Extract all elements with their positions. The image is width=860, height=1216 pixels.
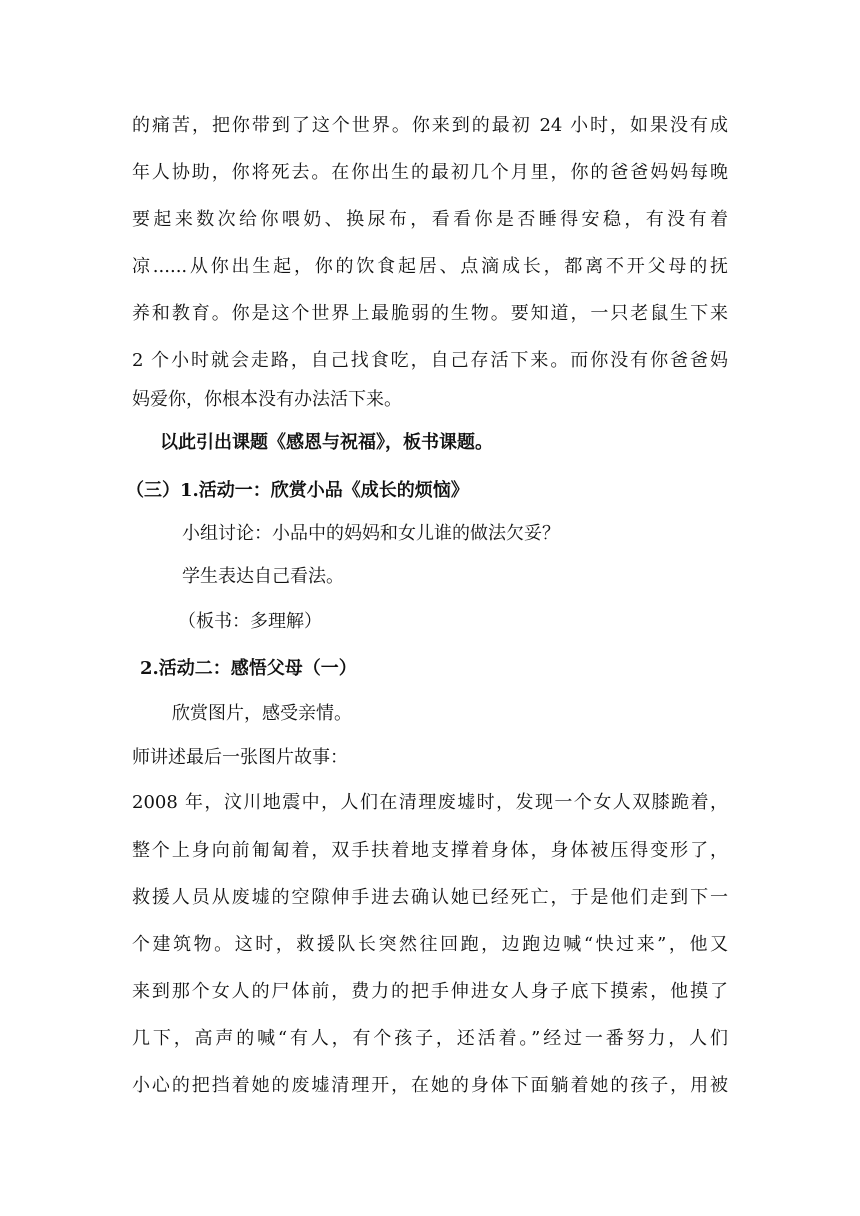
activity-2-story-intro: 师讲述最后一张图片故事： bbox=[132, 747, 348, 768]
paragraph-1-line-2: 年人协助，你将死去。在你出生的最初几个月里，你的爸爸妈妈每晚 bbox=[132, 162, 728, 183]
paragraph-1-line-5: 养和教育。你是这个世界上最脆弱的生物。要知道，一只老鼠生下来 bbox=[132, 303, 728, 324]
story-line-2: 整个上身向前匍匐着，双手扶着地支撑着身体，身体被压得变形了， bbox=[132, 840, 728, 861]
activity-1-board-note: （板书：多理解） bbox=[178, 611, 322, 632]
story-line-7: 小心的把挡着她的废墟清理开，在她的身体下面躺着她的孩子，用被 bbox=[132, 1075, 728, 1096]
story-line-3: 救援人员从废墟的空隙伸手进去确认她已经死亡，于是他们走到下一 bbox=[132, 887, 728, 908]
story-line-1: 2008 年，汶川地震中，人们在清理废墟时，发现一个女人双膝跪着， bbox=[132, 792, 728, 813]
paragraph-1-line-7: 妈爱你，你根本没有办法活下来。 bbox=[132, 389, 402, 410]
intro-topic: 以此引出课题《感恩与祝福》，板书课题。 bbox=[160, 432, 493, 453]
activity-2-view-pictures: 欣赏图片，感受亲情。 bbox=[172, 703, 352, 724]
story-line-5: 来到那个女人的尸体前，费力的把手伸进女人身子底下摸索，他摸了 bbox=[132, 981, 728, 1002]
activity-2-heading: 2.活动二：感悟父母（一） bbox=[140, 658, 357, 679]
story-line-6: 几下，高声的喊“有人，有个孩子，还活着。”经过一番努力，人们 bbox=[132, 1028, 728, 1049]
paragraph-1-line-4: 凉......从你出生起，你的饮食起居、点滴成长，都离不开父母的抚 bbox=[132, 256, 728, 277]
paragraph-1-line-6: 2 个小时就会走路，自己找食吃，自己存活下来。而你没有你爸爸妈 bbox=[132, 350, 728, 371]
story-line-4: 个建筑物。这时，救援队长突然往回跑，边跑边喊“快过来”，他又 bbox=[132, 934, 728, 955]
paragraph-1-line-3: 要起来数次给你喂奶、换尿布，看看你是否睡得安稳，有没有着 bbox=[132, 209, 728, 230]
activity-1-discussion: 小组讨论：小品中的妈妈和女儿谁的做法欠妥？ bbox=[182, 523, 560, 544]
activity-1-student-response: 学生表达自己看法。 bbox=[182, 566, 344, 587]
activity-1-heading: （三）1.活动一：欣赏小品《成长的烦恼》 bbox=[126, 480, 469, 501]
paragraph-1-line-1: 的痛苦，把你带到了这个世界。你来到的最初 24 小时，如果没有成 bbox=[132, 115, 728, 136]
